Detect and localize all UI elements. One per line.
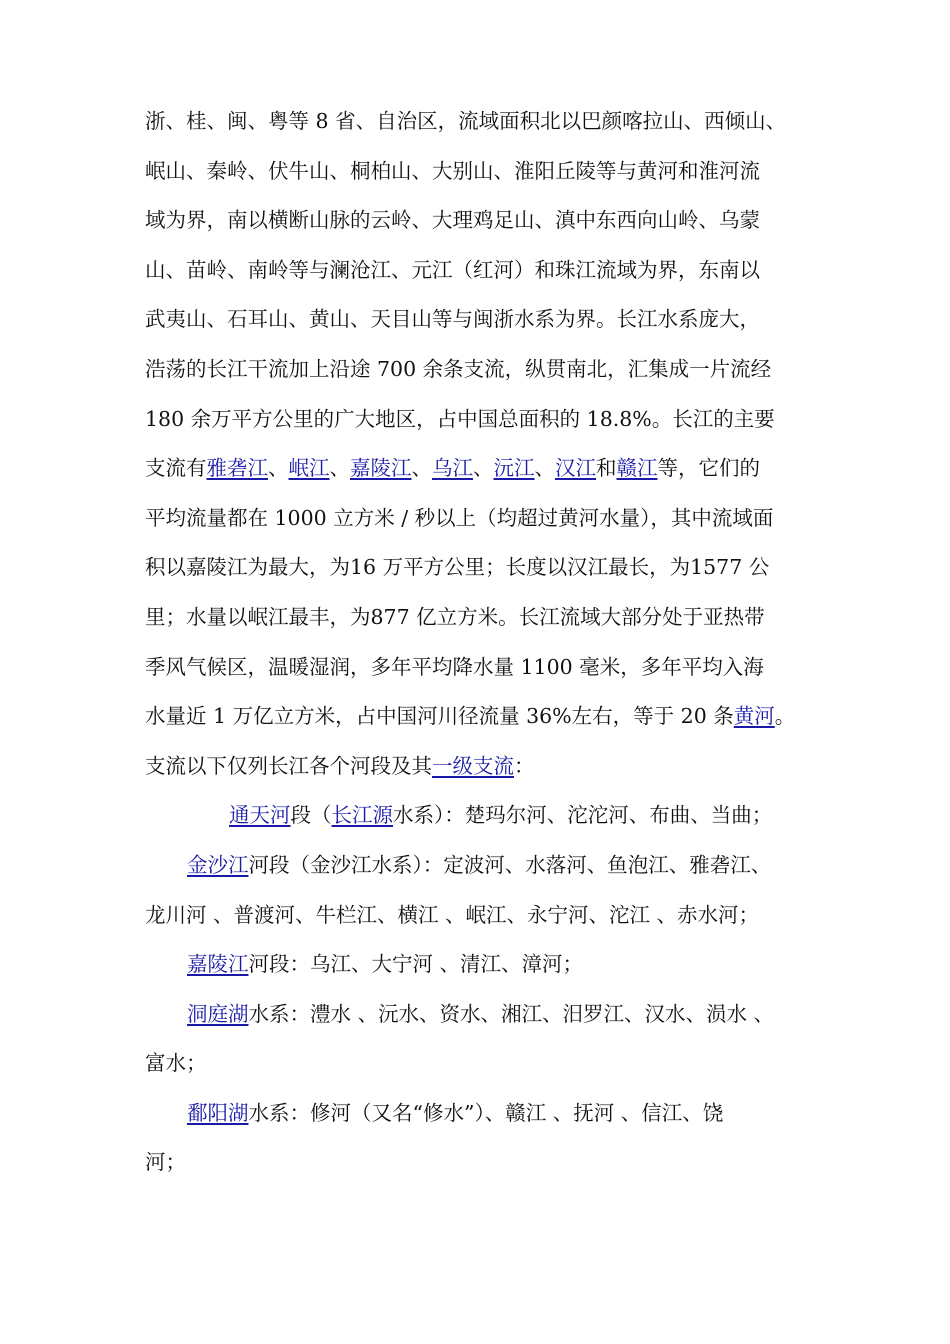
text-line: 180 余万平方公里的广大地区，占中国总面积的 18.8%。长江的主要 <box>145 406 775 431</box>
text-segment: 段（ <box>290 803 332 828</box>
link-min-river[interactable]: 岷江 <box>288 456 330 481</box>
text-line: 龙川河 、普渡河、牛栏江、横江 、岷江、永宁河、沱江 、赤水河； <box>145 902 760 927</box>
text-segment: 等，它们的 <box>657 456 760 481</box>
text-line: 武夷山、石耳山、黄山、天目山等与闽浙水系为界。长江水系庞大， <box>145 307 760 332</box>
text-line <box>145 841 817 891</box>
text-line: 积以嘉陵江为最大，为16 万平方公里；长度以汉江最长，为1577 公 <box>145 555 770 580</box>
section-jialing <box>145 940 817 990</box>
text-line: 浩荡的长江干流加上沿途 700 余条支流，纵贯南北，汇集成一片流经 <box>145 356 772 381</box>
text-line: 季风气候区，温暖湿润，多年平均降水量 1100 毫米，多年平均入海 <box>145 654 764 679</box>
text-line <box>145 990 817 1040</box>
text-line: 里；水量以岷江最丰，为877 亿立方米。长江流域大部分处于亚热带 <box>145 604 765 629</box>
text-line: 山、苗岭、南岭等与澜沧江、元江（红河）和珠江流域为界，东南以 <box>145 257 760 282</box>
link-wu-river[interactable]: 乌江 <box>432 456 473 481</box>
text-line <box>145 791 817 841</box>
link-first-level-tributary[interactable]: 一级支流 <box>432 753 514 778</box>
document-page <box>145 97 817 1188</box>
link-gan-river[interactable]: 赣江 <box>616 456 658 481</box>
text-segment: 水系：澧水 、沅水、资水、湘江、汨罗江、汉水、涢水 、 <box>248 1001 775 1026</box>
link-han-river[interactable]: 汉江 <box>555 456 596 481</box>
link-yellow-river[interactable]: 黄河 <box>733 704 775 729</box>
text-line: 河； <box>145 1150 186 1175</box>
first-level-line <box>145 742 817 792</box>
text-segment: 水系：修河（又名“修水”）、赣江 、抚河 、信江、饶 <box>248 1100 724 1125</box>
text-segment: 水系）：楚玛尔河、沱沱河、布曲、当曲； <box>393 803 773 828</box>
link-jialing-section[interactable]: 嘉陵江 <box>187 952 249 977</box>
link-dongting-lake[interactable]: 洞庭湖 <box>187 1001 249 1026</box>
text-line: 浙、桂、闽、粤等 8 省、自治区，流域面积北以巴颜喀拉山、西倾山、 <box>145 109 787 133</box>
text-line: 岷山、秦岭、伏牛山、桐柏山、大别山、淮阳丘陵等与黄河和淮河流 <box>145 158 760 183</box>
text-segment: 支流有 <box>145 456 207 481</box>
separator: 、 <box>329 456 350 481</box>
text-segment: ： <box>514 753 535 778</box>
separator: 、 <box>534 456 555 481</box>
separator: 、 <box>268 456 289 481</box>
text-segment: 。 <box>774 704 796 729</box>
section-jinsha <box>145 841 817 940</box>
section-dongting <box>145 990 817 1089</box>
text-segment: 支流以下仅列长江各个河段及其 <box>145 753 432 778</box>
text-line <box>145 940 817 990</box>
separator: 、 <box>473 456 494 481</box>
yellow-river-line <box>145 692 817 742</box>
and-word: 和 <box>596 456 617 481</box>
tributaries-line <box>145 444 817 494</box>
separator: 、 <box>411 456 432 481</box>
text-segment: 河段：乌江、大宁河 、清江、漳河； <box>248 952 584 977</box>
text-line: 平均流量都在 1000 立方米 / 秒以上（均超过黄河水量），其中流域面 <box>145 505 774 530</box>
text-line <box>145 1089 817 1139</box>
link-yalong-river[interactable]: 雅砻江 <box>206 456 268 481</box>
link-yuan-river[interactable]: 沅江 <box>493 456 535 481</box>
link-jinsha-river[interactable]: 金沙江 <box>187 852 249 877</box>
section-tongtian <box>145 791 817 841</box>
link-tongtian-river[interactable]: 通天河 <box>229 803 291 828</box>
text-line: 富水； <box>145 1051 207 1076</box>
text-segment: 水量近 1 万亿立方米，占中国河川径流量 36%左右，等于 20 条 <box>145 704 734 729</box>
link-poyang-lake[interactable]: 鄱阳湖 <box>187 1100 249 1125</box>
intro-paragraph <box>145 97 817 791</box>
link-yangtze-source[interactable]: 长江源 <box>331 803 393 828</box>
section-poyang <box>145 1089 817 1188</box>
link-jialing-river[interactable]: 嘉陵江 <box>350 456 412 481</box>
text-line: 域为界，南以横断山脉的云岭、大理鸡足山、滇中东西向山岭、乌蒙 <box>145 208 760 233</box>
text-segment: 河段（金沙江水系）：定波河、水落河、鱼泡江、雅砻江、 <box>248 852 772 877</box>
